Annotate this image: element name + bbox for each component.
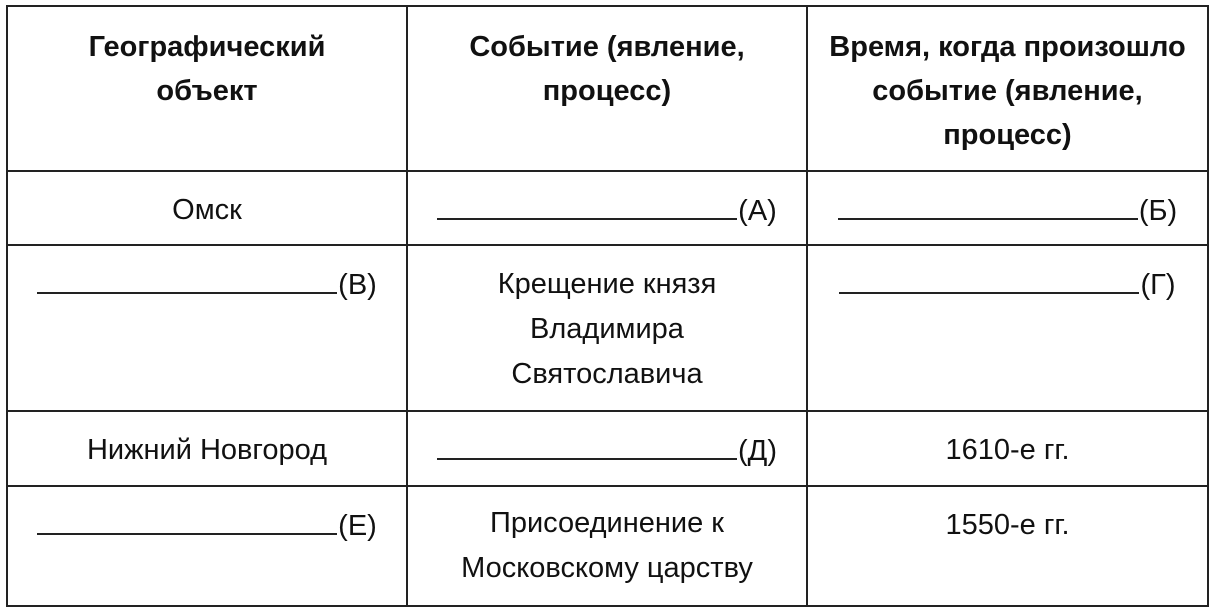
blank-field-d[interactable] — [408, 412, 806, 474]
cell-geo-object — [7, 411, 407, 486]
geo-object-text: Омск — [172, 194, 242, 226]
blank-line — [838, 188, 1138, 220]
cell-event — [407, 411, 807, 486]
blank-line — [437, 188, 737, 220]
blank-label: (В) — [338, 269, 377, 301]
blank-label: (Г) — [1140, 269, 1176, 301]
cell-time — [807, 486, 1208, 606]
header-event — [407, 6, 807, 171]
table-row — [7, 245, 1208, 411]
cell-geo-object — [7, 486, 407, 606]
header-geo-object — [7, 6, 407, 171]
cell-event — [407, 245, 807, 411]
blank-line — [437, 428, 737, 460]
cell-geo-object — [7, 245, 407, 411]
cell-event — [407, 486, 807, 606]
event-text: Крещение князя Владимира Святославича — [497, 268, 717, 390]
blank-field-v[interactable] — [8, 246, 406, 308]
cell-event — [407, 171, 807, 245]
cell-time — [807, 245, 1208, 411]
header-time — [807, 6, 1208, 171]
cell-time — [807, 171, 1208, 245]
geo-object-text: Нижний Новгород — [86, 434, 328, 466]
blank-line — [37, 262, 337, 294]
blank-label: (Е) — [338, 510, 377, 542]
blank-field-a[interactable] — [408, 172, 806, 234]
table-row — [7, 486, 1208, 606]
cell-time — [807, 411, 1208, 486]
time-text: 1550-е гг. — [945, 509, 1070, 541]
blank-label: (А) — [738, 195, 777, 227]
event-text: Присоединение к Московскому царству — [461, 507, 753, 584]
cell-geo-object — [7, 171, 407, 245]
history-geography-table — [6, 5, 1209, 607]
blank-field-b[interactable] — [808, 172, 1207, 234]
header-time-label: Время, когда произошло событие (явление, процесс) — [829, 31, 1186, 151]
time-text: 1610-е гг. — [945, 434, 1070, 466]
table-row — [7, 171, 1208, 245]
blank-line — [839, 262, 1139, 294]
header-event-label: Событие (явление, процесс) — [469, 31, 745, 107]
blank-field-e[interactable] — [8, 487, 406, 549]
table-header-row — [7, 6, 1208, 171]
blank-label: (Б) — [1138, 195, 1178, 227]
blank-field-g[interactable] — [808, 246, 1207, 308]
table-row — [7, 411, 1208, 486]
blank-label: (Д) — [738, 435, 777, 467]
blank-line — [37, 503, 337, 535]
header-geo-object-label: Географический объект — [88, 31, 326, 107]
